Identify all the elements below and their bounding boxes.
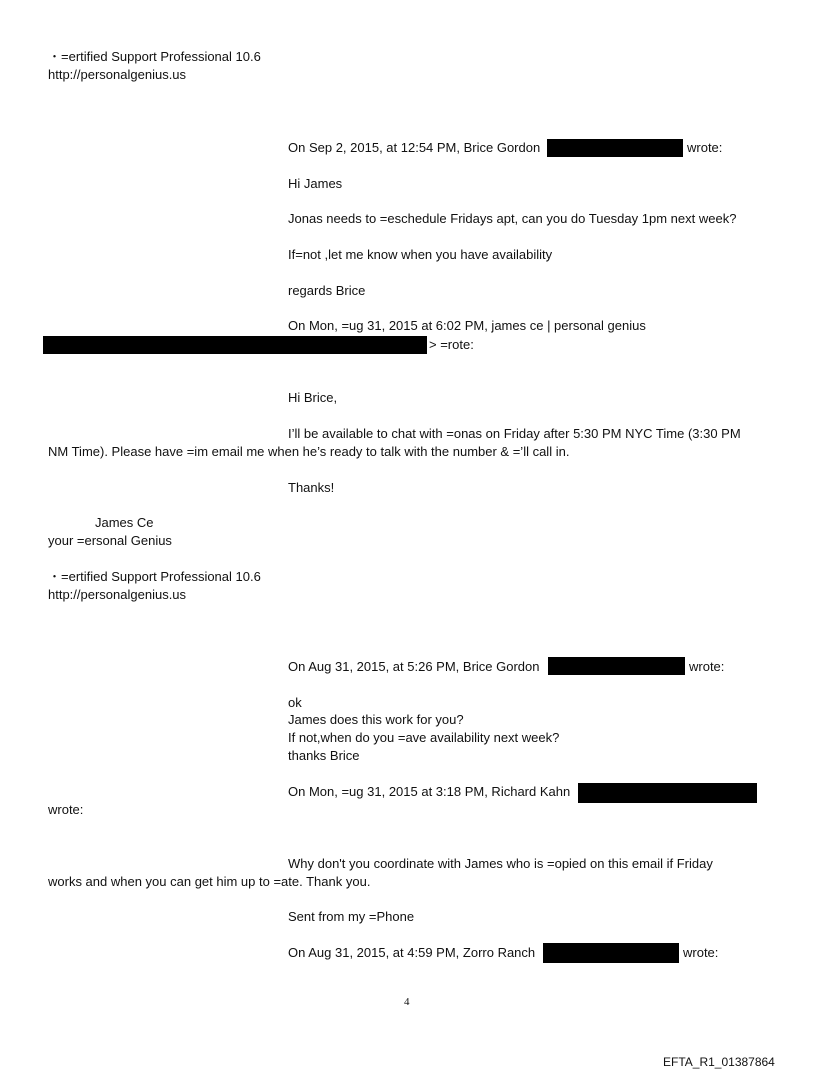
- email4-body-line: Why don't you coordinate with James who is =opied on this email if Friday: [288, 856, 713, 871]
- signature-url: http://personalgenius.us: [48, 67, 187, 82]
- email1-header-wrote: wrote:: [687, 140, 723, 155]
- email3-header: On Aug 31, 2015, at 5:26 PM, Brice Gordon: [288, 659, 540, 674]
- email3-body-line: If not,when do you =ave availability next week?: [288, 730, 560, 745]
- signature-url: http://personalgenius.us: [48, 587, 187, 602]
- email2-header-wrote: > =rote:: [429, 337, 474, 352]
- signature-title: your =ersonal Genius: [48, 533, 172, 548]
- email3-header-wrote: wrote:: [689, 659, 725, 674]
- redaction-box: [547, 139, 683, 157]
- redaction-box: [543, 943, 679, 963]
- document-id-footer: EFTA_R1_01387864: [663, 1055, 775, 1069]
- signature-cert-line: ・=ertified Support Professional 10.6: [48, 49, 261, 64]
- email3-body-line: thanks Brice: [288, 748, 360, 763]
- email4-header-wrote: wrote:: [48, 802, 84, 817]
- email3-body-line: James does this work for you?: [288, 712, 464, 727]
- email1-header: On Sep 2, 2015, at 12:54 PM, Brice Gordon: [288, 140, 541, 155]
- email5-header: On Aug 31, 2015, at 4:59 PM, Zorro Ranch: [288, 945, 536, 960]
- email2-thanks: Thanks!: [288, 480, 335, 495]
- redaction-box: [43, 336, 427, 354]
- email4-header: On Mon, =ug 31, 2015 at 3:18 PM, Richard Kahn: [288, 784, 571, 799]
- redaction-box: [578, 783, 757, 803]
- redaction-box: [548, 657, 685, 675]
- email1-body-line: If=not ,let me know when you have availability: [288, 247, 553, 262]
- email4-sent-from: Sent from my =Phone: [288, 909, 415, 924]
- email1-body-line: Jonas needs to =eschedule Fridays apt, can you do Tuesday 1pm next week?: [288, 211, 737, 226]
- signature-cert-line: ・=ertified Support Professional 10.6: [48, 569, 261, 584]
- email2-header: On Mon, =ug 31, 2015 at 6:02 PM, james ce | personal genius: [288, 318, 646, 333]
- email2-body-line: I’ll be available to chat with =onas on Friday after 5:30 PM NYC Time (3:30 PM: [288, 426, 741, 441]
- email1-greeting: Hi James: [288, 176, 343, 191]
- signature-name: James Ce: [95, 515, 154, 530]
- email2-body-line: NM Time). Please have =im email me when he’s ready to talk with the number & =’ll call in.: [48, 444, 570, 459]
- email4-body-line: works and when you can get him up to =ate. Thank you.: [48, 874, 371, 889]
- page-number: 4: [404, 996, 410, 1008]
- email2-greeting: Hi Brice,: [288, 390, 338, 405]
- email5-header-wrote: wrote:: [683, 945, 719, 960]
- email1-signoff: regards Brice: [288, 283, 366, 298]
- email3-body-line: ok: [288, 695, 302, 710]
